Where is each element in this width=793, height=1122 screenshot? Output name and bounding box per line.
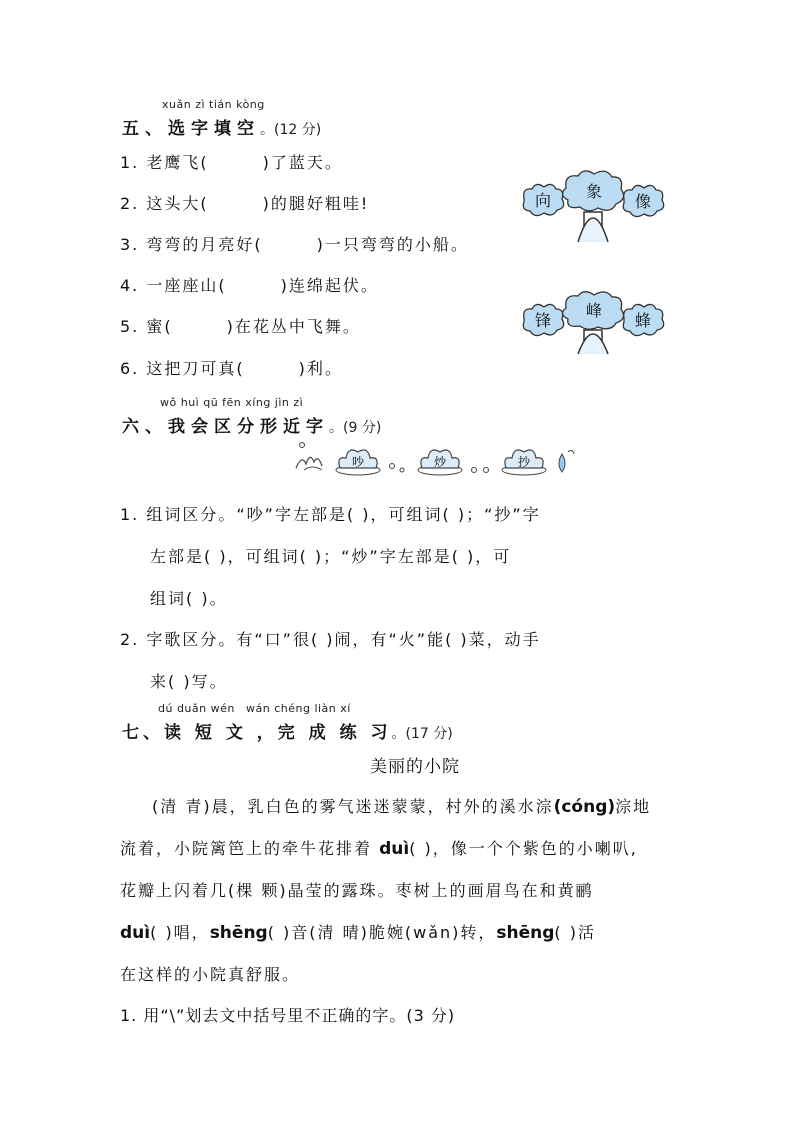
section7-title-b: 完 成 练 习: [277, 723, 392, 743]
s5-q5-before: 蜜(: [146, 317, 173, 336]
lily-flower-1: [336, 450, 380, 475]
story-l1-pinyin: (cóng): [553, 797, 616, 817]
story-title: 美丽的小院: [370, 757, 460, 777]
s7-question-1: [120, 1003, 455, 1026]
s5-q2-after: )的腿好粗哇!: [262, 194, 370, 213]
tree1-left-char: 向: [534, 191, 552, 210]
story-l4-pinyin-2: shēng: [209, 923, 268, 943]
lily-flower-2: [418, 450, 462, 475]
s5-question-5: [120, 314, 361, 337]
story-line-2: [120, 836, 638, 859]
s5-question-2: [120, 191, 369, 214]
story-line-5: 在这样的小院真舒服。: [120, 965, 301, 984]
section6-title: [122, 412, 381, 437]
s5-question-3: [120, 232, 469, 255]
s6-q1-line2: 左部是( )，可组词( )；“炒”字左部是( )，可: [150, 547, 512, 566]
section7-title: [122, 718, 453, 743]
story-l1-end: 淙地: [615, 797, 652, 816]
s5-q3-before: 弯弯的月亮好(: [146, 235, 263, 254]
story-l4-pinyin-1: duì: [120, 923, 151, 943]
story-l1-text: (清 青)晨，乳白色的雾气迷迷蒙蒙，村外的溪水淙: [152, 797, 554, 816]
section5-score: 。(12 分): [260, 122, 322, 138]
s5-q5-after: )在花丛中飞舞。: [226, 317, 361, 336]
s5-q1-after: )了蓝天。: [262, 153, 343, 172]
s5-q2-num: 2.: [120, 194, 140, 213]
section5-title-text: 五、选字填空: [122, 119, 260, 139]
s5-q6-num: 6.: [120, 359, 140, 378]
story-l2-text: 流着，小院篱笆上的牵牛花排着: [120, 839, 380, 858]
tree1-right-char: 像: [634, 192, 652, 211]
section7-score: 。(17 分): [391, 726, 453, 742]
section7-pinyin-a: dú duǎn wén: [158, 702, 235, 715]
s5-question-4: [120, 273, 379, 296]
s6-q1-line3: 组词( )。: [150, 589, 228, 608]
s7-q1-text: 用“\”划去文中括号里不正确的字。(3 分): [143, 1006, 456, 1025]
s6-q2-line1: [120, 627, 541, 650]
tree2-left-char: 锋: [534, 311, 552, 330]
s5-q4-num: 4.: [120, 276, 140, 295]
section6-title-text: 六、我会区分形近字: [122, 417, 329, 437]
story-line-3: 花瓣上闪着几(棵 颗)晶莹的露珠。枣树上的画眉鸟在和黄鹂: [120, 881, 594, 900]
lily-char-2: 炒: [433, 455, 447, 469]
s6-q1-num: 1.: [120, 505, 140, 524]
s5-question-6: [120, 356, 343, 379]
story-l2-pinyin: duì: [379, 839, 410, 859]
lily-char-1: 吵: [351, 455, 365, 469]
tree2-right-char: 蜂: [634, 311, 652, 330]
story-l4-pinyin-3: shēng: [496, 923, 555, 943]
s5-q2-before: 这头大(: [146, 194, 209, 213]
s5-q3-num: 3.: [120, 235, 140, 254]
s5-q5-num: 5.: [120, 317, 140, 336]
s5-question-1: [120, 150, 343, 173]
s5-q3-after: )一只弯弯的小船。: [316, 235, 469, 254]
s5-q4-before: 一座座山(: [146, 276, 227, 295]
s7-q1-num: 1.: [120, 1006, 138, 1025]
section6-score: 。(9 分): [329, 420, 382, 436]
s6-q1-line1-text: 组词区分。“吵”字左部是( )，可组词( )；“抄”字: [146, 505, 541, 524]
story-line-1: [152, 794, 651, 817]
s6-q2-num: 2.: [120, 630, 140, 649]
section5-title: [122, 114, 321, 139]
s5-q6-before: 这把刀可真(: [146, 359, 245, 378]
story-l4-text-b: ( )音(清 晴)脆婉(wǎn)转，: [267, 923, 497, 942]
s5-q4-after: )连绵起伏。: [280, 276, 379, 295]
story-line-4: [120, 920, 596, 943]
section7-title-a: 七、读 短 文 ，: [122, 723, 278, 743]
lily-flower-3: [502, 450, 546, 475]
story-l4-text-c: ( )活: [554, 923, 596, 942]
story-l4-text-a: ( )唱，: [150, 923, 210, 942]
tree1-top-char: 象: [585, 182, 603, 201]
lily-char-3: 抄: [517, 455, 531, 469]
section5-pinyin: xuǎn zì tián kòng: [162, 98, 265, 111]
s5-q1-num: 1.: [120, 153, 140, 172]
section6-pinyin: wǒ huì qū fēn xíng jìn zì: [160, 396, 304, 409]
story-l2-end: ( )，像一个个紫色的小喇叭,: [409, 839, 638, 858]
section7-pinyin-b: wán chéng liàn xí: [246, 702, 351, 715]
s6-q1-line1: [120, 502, 541, 525]
s6-q2-line2: 来( )写。: [150, 672, 228, 691]
tree2-top-char: 峰: [585, 301, 603, 320]
water-lily-illustration: [292, 440, 578, 480]
s6-q2-line1-text: 字歌区分。有“口”很( )闹，有“火”能( )菜，动手: [146, 630, 541, 649]
tree-illustration-2: [518, 290, 668, 356]
s5-q6-after: )利。: [298, 359, 343, 378]
s5-q1-before: 老鹰飞(: [146, 153, 209, 172]
tree-illustration-1: [518, 168, 668, 244]
